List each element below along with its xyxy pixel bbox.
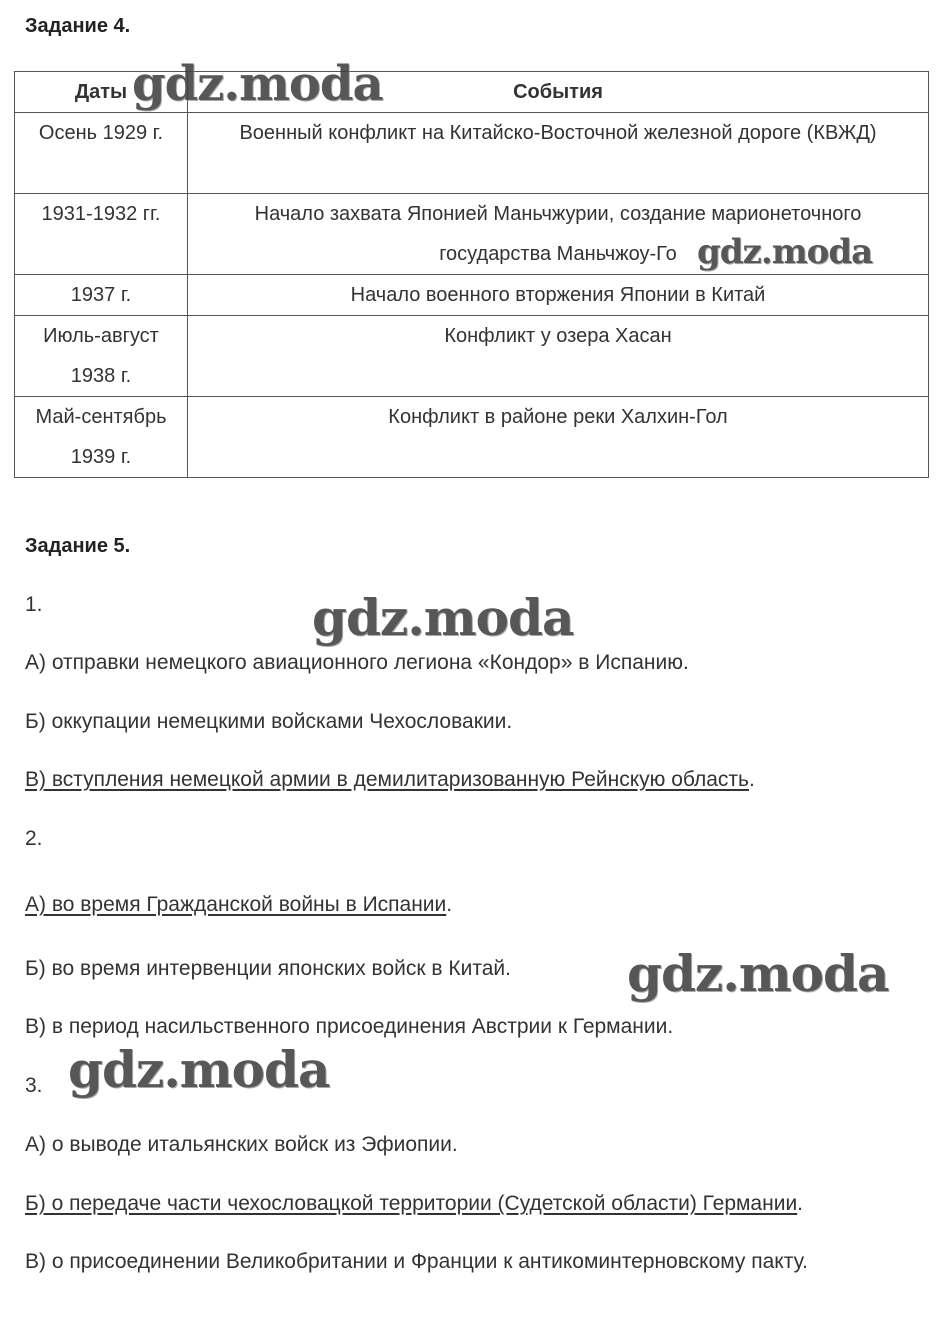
date-cell: 1937 г.: [15, 275, 188, 316]
q3-option-a: А) о выводе итальянских войск из Эфиопии.: [25, 1133, 458, 1156]
task4-heading: Задание 4.: [25, 15, 131, 37]
events-table: [14, 71, 929, 478]
header-events: События: [188, 72, 929, 113]
q1-option-a: А) отправки немецкого авиационного легиона «Кондор» в Испанию.: [25, 651, 689, 674]
date-cell: 1931-1932 гг.: [15, 194, 188, 275]
question-3-number: 3.: [25, 1074, 43, 1097]
q2-option-a: А) во время Гражданской войны в Испании.: [25, 893, 453, 916]
event-cell: Конфликт у озера Хасан: [188, 316, 929, 397]
header-dates: Даты: [15, 72, 188, 113]
event-cell: Начало захвата Японией Маньчжурии, создание марионеточного государства Маньчжоу-Го: [188, 194, 929, 275]
table-row: [15, 113, 929, 194]
table-row: [15, 397, 929, 478]
q3-option-b: Б) о передаче части чехословацкой территории (Судетской области) Германии.: [25, 1192, 804, 1215]
date-cell: Осень 1929 г.: [15, 113, 188, 194]
question-1-number: 1.: [25, 593, 43, 616]
q1-option-b: Б) оккупации немецкими войсками Чехословакии.: [25, 710, 513, 733]
event-cell: Начало военного вторжения Японии в Китай: [188, 275, 929, 316]
event-cell: Военный конфликт на Китайско-Восточной железной дороге (КВЖД): [188, 113, 929, 194]
q2-option-b: Б) во время интервенции японских войск в Китай.: [25, 957, 511, 980]
date-cell: Июль-август 1938 г.: [15, 316, 188, 397]
watermark-logo: gdz.moda: [312, 588, 574, 647]
q1-option-c-answer: В) вступления немецкой армии в демилитаризованную Рейнскую область: [25, 768, 749, 791]
watermark-logo: gdz.moda: [68, 1040, 330, 1099]
watermark-logo: gdz.moda: [132, 56, 383, 112]
table-row: [15, 316, 929, 397]
q2-option-c: В) в период насильственного присоединения Австрии к Германии.: [25, 1015, 674, 1038]
table-row: [15, 275, 929, 316]
q3-option-b-answer: Б) о передаче части чехословацкой территории (Судетской области) Германии: [25, 1192, 798, 1215]
task5-heading: Задание 5.: [25, 535, 131, 557]
q2-option-a-answer: А) во время Гражданской войны в Испании: [25, 893, 447, 916]
date-cell: Май-сентябрь 1939 г.: [15, 397, 188, 478]
event-cell: Конфликт в районе реки Халхин-Гол: [188, 397, 929, 478]
q3-option-c: В) о присоединении Великобритании и Франции к антикоминтерновскому пакту.: [25, 1250, 808, 1273]
watermark-logo: gdz.moda: [697, 232, 873, 272]
watermark-logo: gdz.moda: [627, 944, 889, 1003]
question-2-number: 2.: [25, 827, 43, 850]
q1-option-c: В) вступления немецкой армии в демилитаризованную Рейнскую область.: [25, 768, 755, 791]
